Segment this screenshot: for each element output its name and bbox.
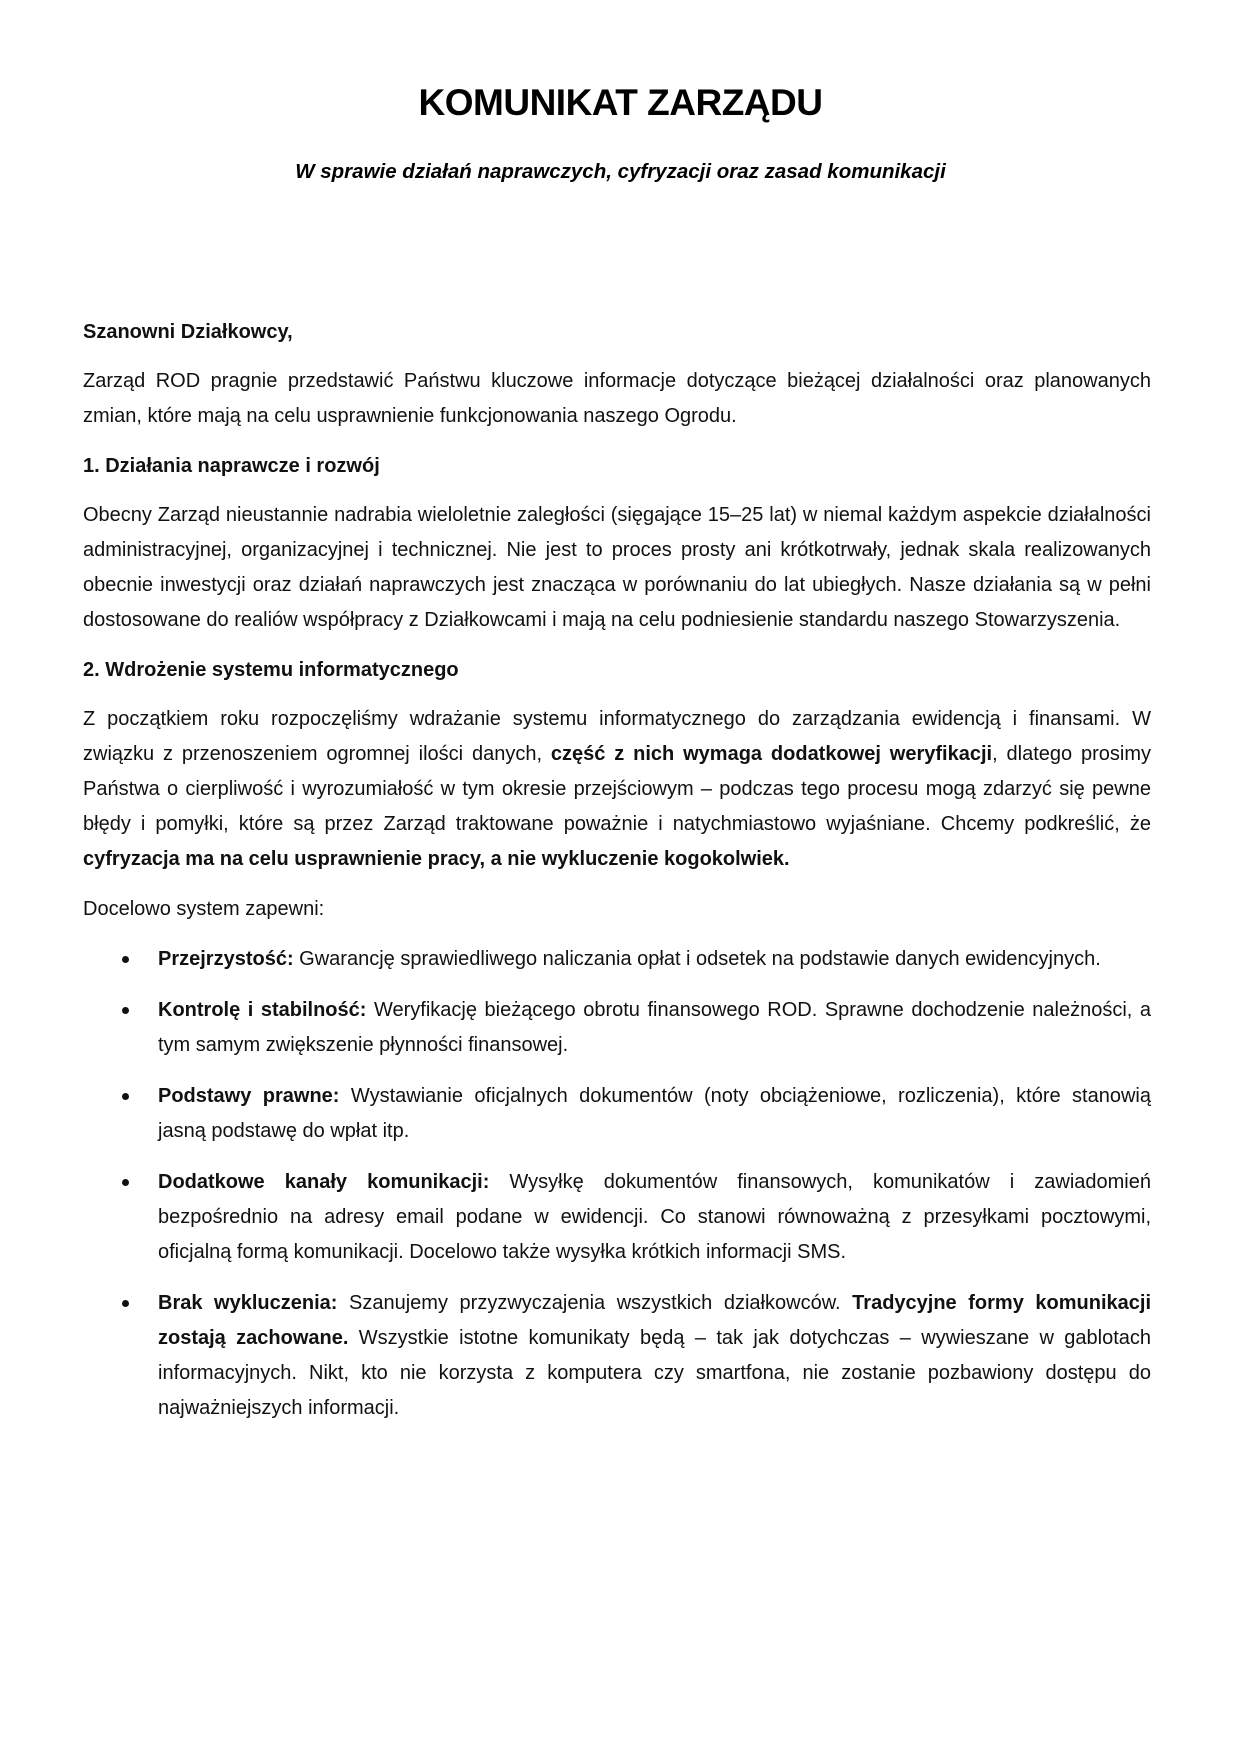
list-item-text-2: Wszystkie istotne komunikaty będą – tak jak dotychczas – wywieszane w gablotach informacyjnych. Nikt, kto nie korzysta z komputera czy smartfona, nie zostanie pozbawiony dostępu do najważniejszych informacji. — [158, 1327, 1151, 1419]
list-item — [83, 1165, 1151, 1270]
section-2-bold-2: cyfryzacja ma na celu usprawnienie pracy, a nie wykluczenie kogokolwiek. — [83, 848, 790, 870]
section-2-text-2: , dlatego prosimy Państwa o cierpliwość i wyrozumiałość w tym okresie przejściowym – podczas tego procesu mogą zdarzyć się pewne błędy i pomyłki, które są przez Zarząd traktowane poważnie i natychmiastowo wyjaśniane. Chcemy podkreślić, że — [83, 743, 1152, 835]
document-title: KOMUNIKAT ZARZĄDU — [418, 82, 823, 123]
list-item-text: Wysyłkę dokumentów finansowych, komunikatów i zawiadomień bezpośrednio na adresy email podane w ewidencji. Co stanowi równoważną z przesyłkami pocztowymi, oficjalną formą komunikacji. Docelowo także wysyłka krótkich informacji SMS. — [158, 1171, 1151, 1263]
list-item-text: Gwarancję sprawiedliwego naliczania opłat i odsetek na podstawie danych ewidencyjnych. — [293, 948, 1101, 970]
list-item-label: Dodatkowe kanały komunikacji: — [158, 1171, 490, 1193]
list-item-text: Szanujemy przyzwyczajenia wszystkich działkowców. — [337, 1292, 853, 1314]
list-item-label: Przejrzystość: — [158, 948, 294, 970]
list-item-label: Podstawy prawne: — [158, 1085, 340, 1107]
section-2-bold-1: część z nich wymaga dodatkowej weryfikacji — [550, 743, 993, 765]
section-2-heading: 2. Wdrożenie systemu informatycznego — [83, 659, 459, 681]
list-item-label: Brak wykluczenia: — [158, 1292, 338, 1314]
section-1-paragraph: Obecny Zarząd nieustannie nadrabia wieloletnie zaległości (sięgające 15–25 lat) w niemal każdym aspekcie działalności administracyjnej, organizacyjnej i technicznej. Nie jest to proces prosty ani krótkotrwały, jednak skala realizowanych obecnie inwestycji oraz działań naprawczych jest znacząca w porównaniu do lat ubiegłych. Nasze działania są w pełni dostosowane do realiów współpracy z Działkowcami i mają na celu podniesienie standardu naszego Stowarzyszenia. — [83, 504, 1151, 631]
list-item — [83, 1079, 1151, 1149]
list-item-text: Wystawianie oficjalnych dokumentów (noty obciążeniowe, rozliczenia), które stanowią jasną podstawę do wpłat itp. — [158, 1085, 1151, 1142]
list-item — [83, 1286, 1151, 1426]
bullet-icon — [122, 1093, 129, 1100]
list-item-label: Kontrolę i stabilność: — [158, 999, 367, 1021]
bullet-icon — [122, 956, 129, 963]
benefits-list — [83, 942, 1151, 1426]
list-item — [83, 993, 1151, 1063]
section-2-text-1: Z początkiem roku rozpoczęliśmy wdrażanie systemu informatycznego do zarządzania ewidencją i finansami. W związku z przenoszeniem ogromnej ilości danych, — [83, 708, 1151, 765]
intro-paragraph: Zarząd ROD pragnie przedstawić Państwu kluczowe informacje dotyczące bieżącej działalności oraz planowanych zmian, które mają na celu usprawnienie funkcjonowania naszego Ogrodu. — [83, 370, 1151, 427]
document-body — [83, 315, 1151, 1442]
list-item — [83, 942, 1151, 977]
greeting: Szanowni Działkowcy, — [83, 321, 293, 343]
list-item-text: Weryfikację bieżącego obrotu finansowego ROD. Sprawne dochodzenie należności, a tym samym zwiększenie płynności finansowej. — [158, 999, 1151, 1056]
bullet-icon — [122, 1007, 129, 1014]
bullet-icon — [122, 1179, 129, 1186]
list-item-bold: Tradycyjne formy komunikacji zostają zachowane. — [158, 1292, 1151, 1349]
list-intro: Docelowo system zapewni: — [83, 898, 325, 920]
document-subtitle: W sprawie działań naprawczych, cyfryzacji oraz zasad komunikacji — [295, 160, 946, 183]
section-1-heading: 1. Działania naprawcze i rozwój — [83, 455, 380, 477]
bullet-icon — [122, 1300, 129, 1307]
section-2-paragraph — [83, 702, 1151, 877]
